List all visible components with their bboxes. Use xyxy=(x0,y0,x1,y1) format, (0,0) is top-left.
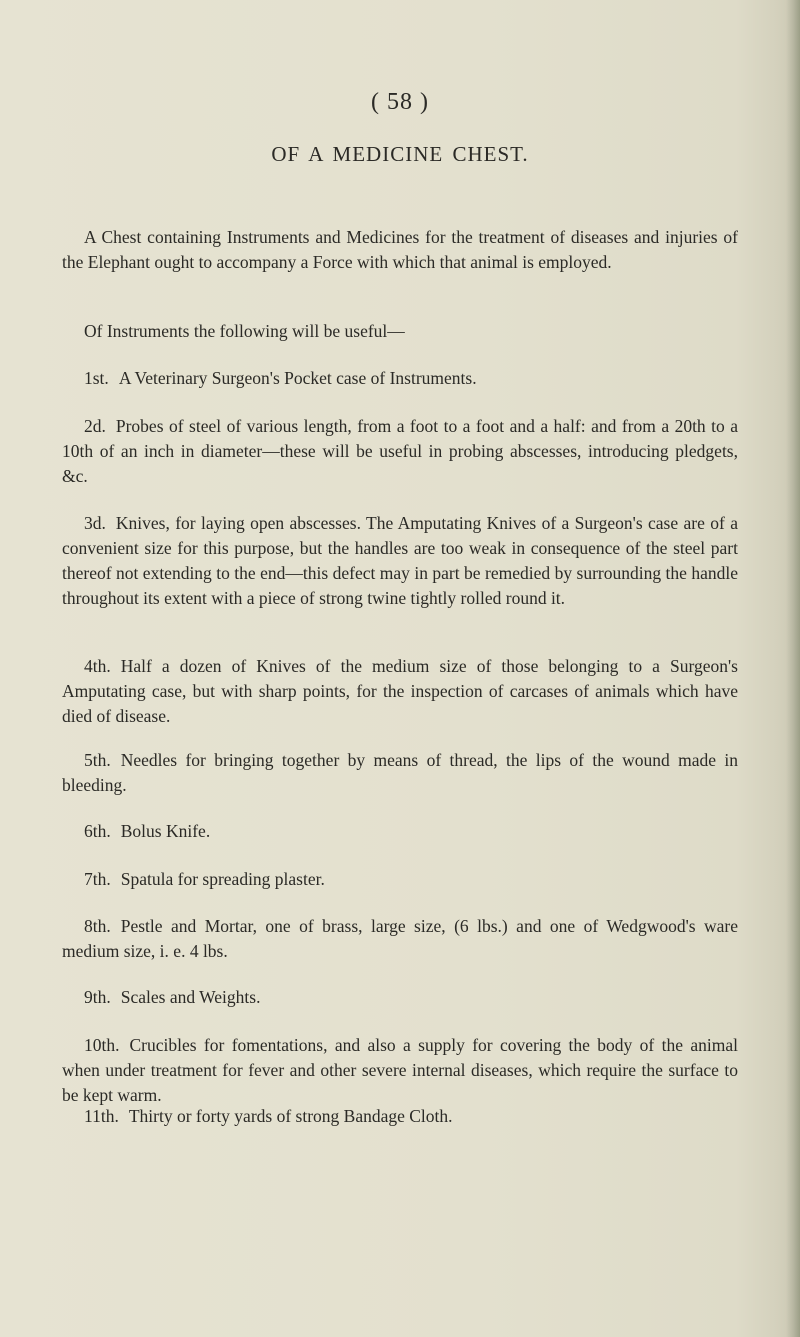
item-number: 2d. xyxy=(84,416,106,436)
list-item xyxy=(62,1104,738,1129)
item-text: A Veterinary Surgeon's Pocket case of Instruments. xyxy=(118,368,477,388)
item-text: Scales and Weights. xyxy=(120,987,261,1007)
list-item xyxy=(62,1033,738,1108)
item-number: 8th. xyxy=(84,916,111,936)
item-number: 10th. xyxy=(84,1035,120,1055)
item-number: 1st. xyxy=(84,368,109,388)
item-text: Half a dozen of Knives of the medium size of those belonging to a Surgeon's Amputating case, but with sharp points, for the inspection of carcases of animals which have died of disease. xyxy=(62,656,738,726)
item-number: 4th. xyxy=(84,656,111,676)
item-text: Needles for bringing together by means of thread, the lips of the wound made in bleeding. xyxy=(62,750,738,795)
list-item xyxy=(62,748,738,798)
item-number: 3d. xyxy=(84,513,106,533)
list-item xyxy=(62,654,738,729)
list-item xyxy=(62,914,738,964)
list-item xyxy=(62,414,738,489)
item-number: 9th. xyxy=(84,987,111,1007)
instruments-heading: Of Instruments the following will be useful— xyxy=(84,321,405,341)
item-number: 11th. xyxy=(84,1106,119,1126)
page-edge-shadow xyxy=(786,0,800,1337)
page-title: OF A MEDICINE CHEST. xyxy=(271,142,529,166)
list-item xyxy=(62,511,738,611)
item-text: Crucibles for fomentations, and also a supply for covering the body of the animal when under treatment for fever and other severe internal diseases, which require the surface to be kept warm. xyxy=(62,1035,738,1105)
intro-paragraph: A Chest containing Instruments and Medicines for the treatment of diseases and injuries of the Elephant ought to accompany a Force with which that animal is employed. xyxy=(62,227,738,272)
item-text: Bolus Knife. xyxy=(120,821,211,841)
list-item xyxy=(62,985,738,1010)
page-number: ( 58 ) xyxy=(371,89,429,115)
item-text: Thirty or forty yards of strong Bandage Cloth. xyxy=(128,1106,453,1126)
list-item xyxy=(62,867,738,892)
item-text: Spatula for spreading plaster. xyxy=(120,869,325,889)
item-number: 5th. xyxy=(84,750,111,770)
item-text: Probes of steel of various length, from a foot to a foot and a half: and from a 20th to a 10th of an inch in diameter—these will be useful in probing abscesses, introducing pledgets, &c. xyxy=(62,416,738,486)
item-number: 7th. xyxy=(84,869,111,889)
item-text: Knives, for laying open abscesses. The Amputating Knives of a Surgeon's case are of a convenient size for this purpose, but the handles are too weak in consequence of the steel part thereof not extending to the end—this defect may in part be remedied by surrounding the handle throughout its extent with a piece of strong twine tightly rolled round it. xyxy=(62,513,738,608)
item-text: Pestle and Mortar, one of brass, large size, (6 lbs.) and one of Wedgwood's ware medium size, i. e. 4 lbs. xyxy=(62,916,738,961)
list-item xyxy=(62,366,738,391)
list-item xyxy=(62,819,738,844)
item-number: 6th. xyxy=(84,821,111,841)
